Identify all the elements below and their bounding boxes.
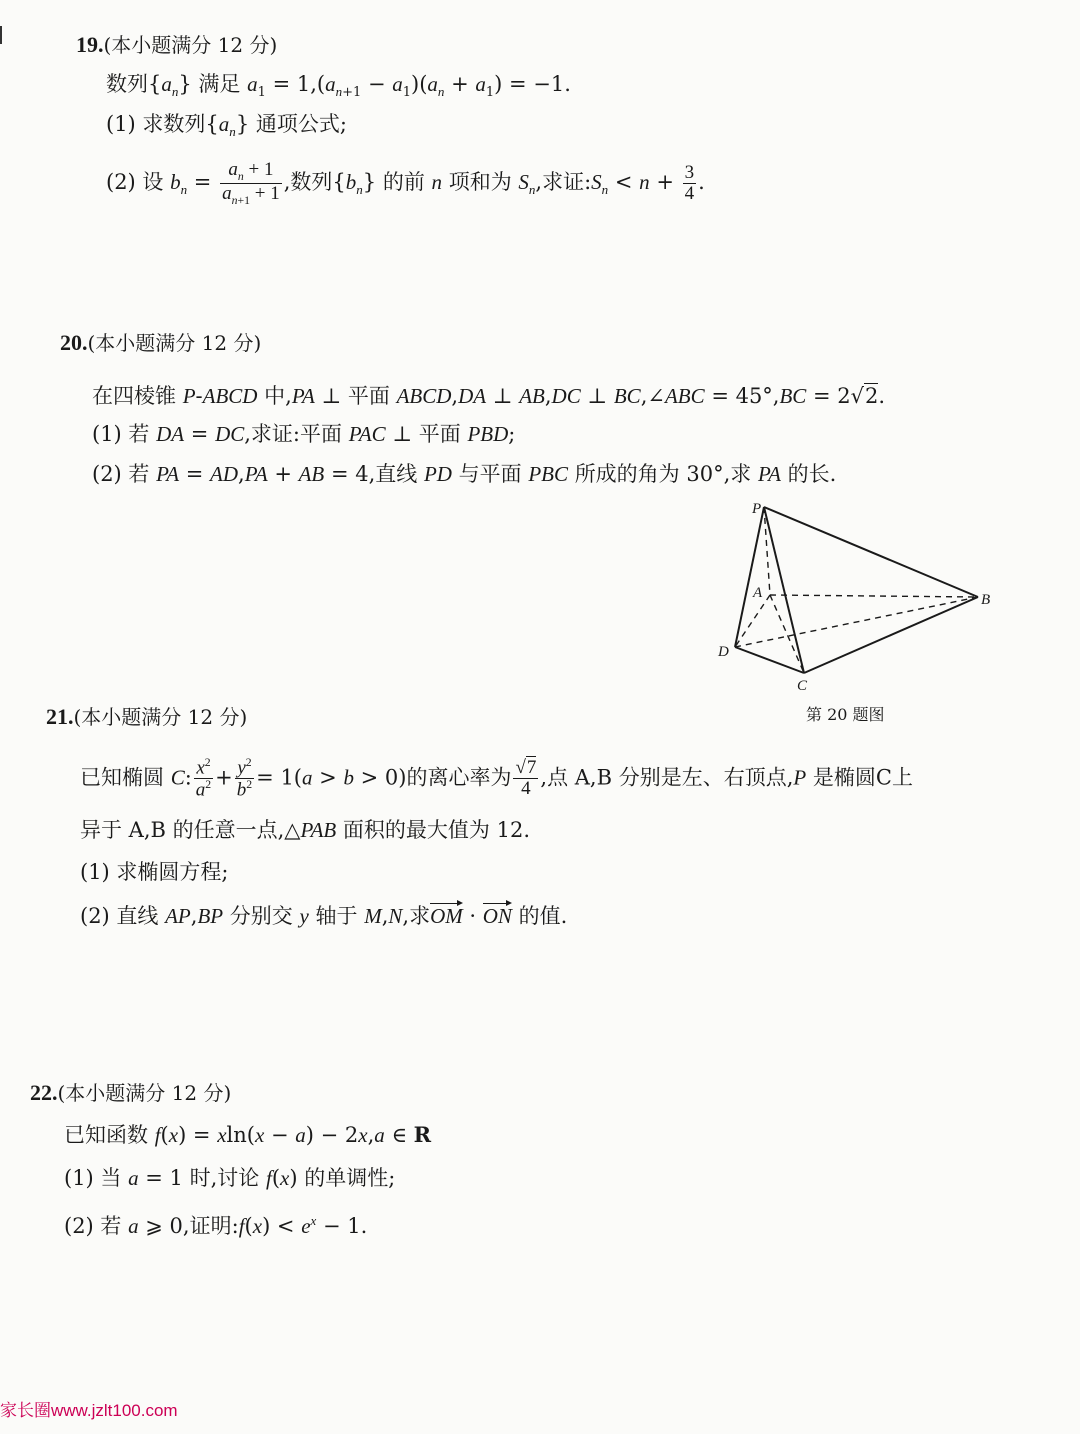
edge-AB: [770, 595, 978, 597]
edge-CB: [804, 597, 978, 673]
label-D: D: [718, 644, 729, 660]
q21-stem: 已知椭圆 C: $\frac{x^2}{a^2}$ + $\frac{y^2}{b^2}$ = 1(a > b > 0)的离心率为 $\frac{√7}{4}$ ,点 A,B 分别是左、右顶点,P 是椭圆C上: [80, 756, 913, 801]
vector-OM: OM: [430, 904, 463, 928]
q22-part1: (1) 当 a = 1 时,讨论 f(x) 的单调性;: [64, 1166, 396, 1190]
q20-stem: 在四棱锥 P-ABCD 中,PA ⊥ 平面 ABCD,DA ⊥ AB,DC ⊥ BC,∠ABC = 45°,BC = 2√2.: [92, 384, 886, 408]
q20-number: 20.: [60, 330, 88, 355]
label-B: B: [981, 592, 991, 608]
q22-number: 22.: [30, 1080, 58, 1105]
q21-eccentricity: $\frac{√7}{4}$: [515, 757, 537, 800]
q19-fraction-bn: $\frac{a_n + 1}{a_{n+1} + 1}$: [222, 159, 280, 207]
figure-caption: 第 20 题图: [806, 705, 885, 724]
q21-stem-line2: 异于 A,B 的任意一点,△PAB 面积的最大值为 12.: [80, 818, 530, 842]
q21-header: [46, 706, 247, 728]
q19-fraction-3-4: $\frac{3}{4}$: [684, 162, 695, 205]
q21-points: (本小题满分 12 分): [73, 705, 248, 729]
q22-part2: (2) 若 a ⩾ 0,证明:f(x) < $e^x - 1$.: [64, 1213, 368, 1238]
q19-points: (本小题满分 12 分): [103, 33, 278, 57]
edge-DB: [735, 597, 978, 647]
q19-stem: 数列$\{a_n\}$ 满足 $a_1 = 1,(a_{n+1} - a_1)(a_n + a_1) = -1$.: [106, 72, 571, 101]
label-P: P: [752, 501, 762, 517]
q21-number: 21.: [46, 704, 74, 729]
q19-part1: (1) 求数列$\{a_n\}$ 通项公式;: [106, 112, 347, 140]
q22-stem: 已知函数 f(x) = xln(x − a) − 2x,a ∈ R: [64, 1122, 432, 1147]
pyramid-figure: [700, 495, 1020, 695]
q20-part2: (2) 若 PA = AD,PA + AB = 4,直线 PD 与平面 PBC 所成的角为 30°,求 PA 的长.: [92, 462, 837, 486]
label-A: A: [753, 585, 763, 601]
q20-header: [60, 332, 261, 354]
label-C: C: [797, 678, 808, 694]
vector-ON: ON: [482, 904, 512, 928]
edge-PC: [764, 507, 804, 673]
q19-header: [76, 34, 277, 56]
q22-points: (本小题满分 12 分): [57, 1081, 232, 1105]
q20-part1: (1) 若 DA = DC,求证:平面 PAC ⊥ 平面 PBD;: [92, 422, 516, 446]
q19-part2: (2) 设 $b_n$ = $\frac{a_n + 1}{a_{n+1} + 1}$ ,数列$\{b_n\}$ 的前 n 项和为 $S_n$,求证$:S_n < n$ + $\frac{3}{4}$ .: [106, 159, 705, 207]
q21-part2: (2) 直线 AP,BP 分别交 y 轴于 M,N,求OM · ON 的值.: [80, 904, 568, 928]
page-edge-mark: [0, 26, 2, 44]
q19-number: 19.: [76, 32, 104, 57]
q21-part1: (1) 求椭圆方程;: [80, 860, 229, 884]
watermark-text: 家长圈www.jzlt100.com: [0, 1401, 178, 1420]
q22-header: [30, 1082, 231, 1104]
edge-PB: [764, 507, 978, 597]
q20-points: (本小题满分 12 分): [87, 331, 262, 355]
